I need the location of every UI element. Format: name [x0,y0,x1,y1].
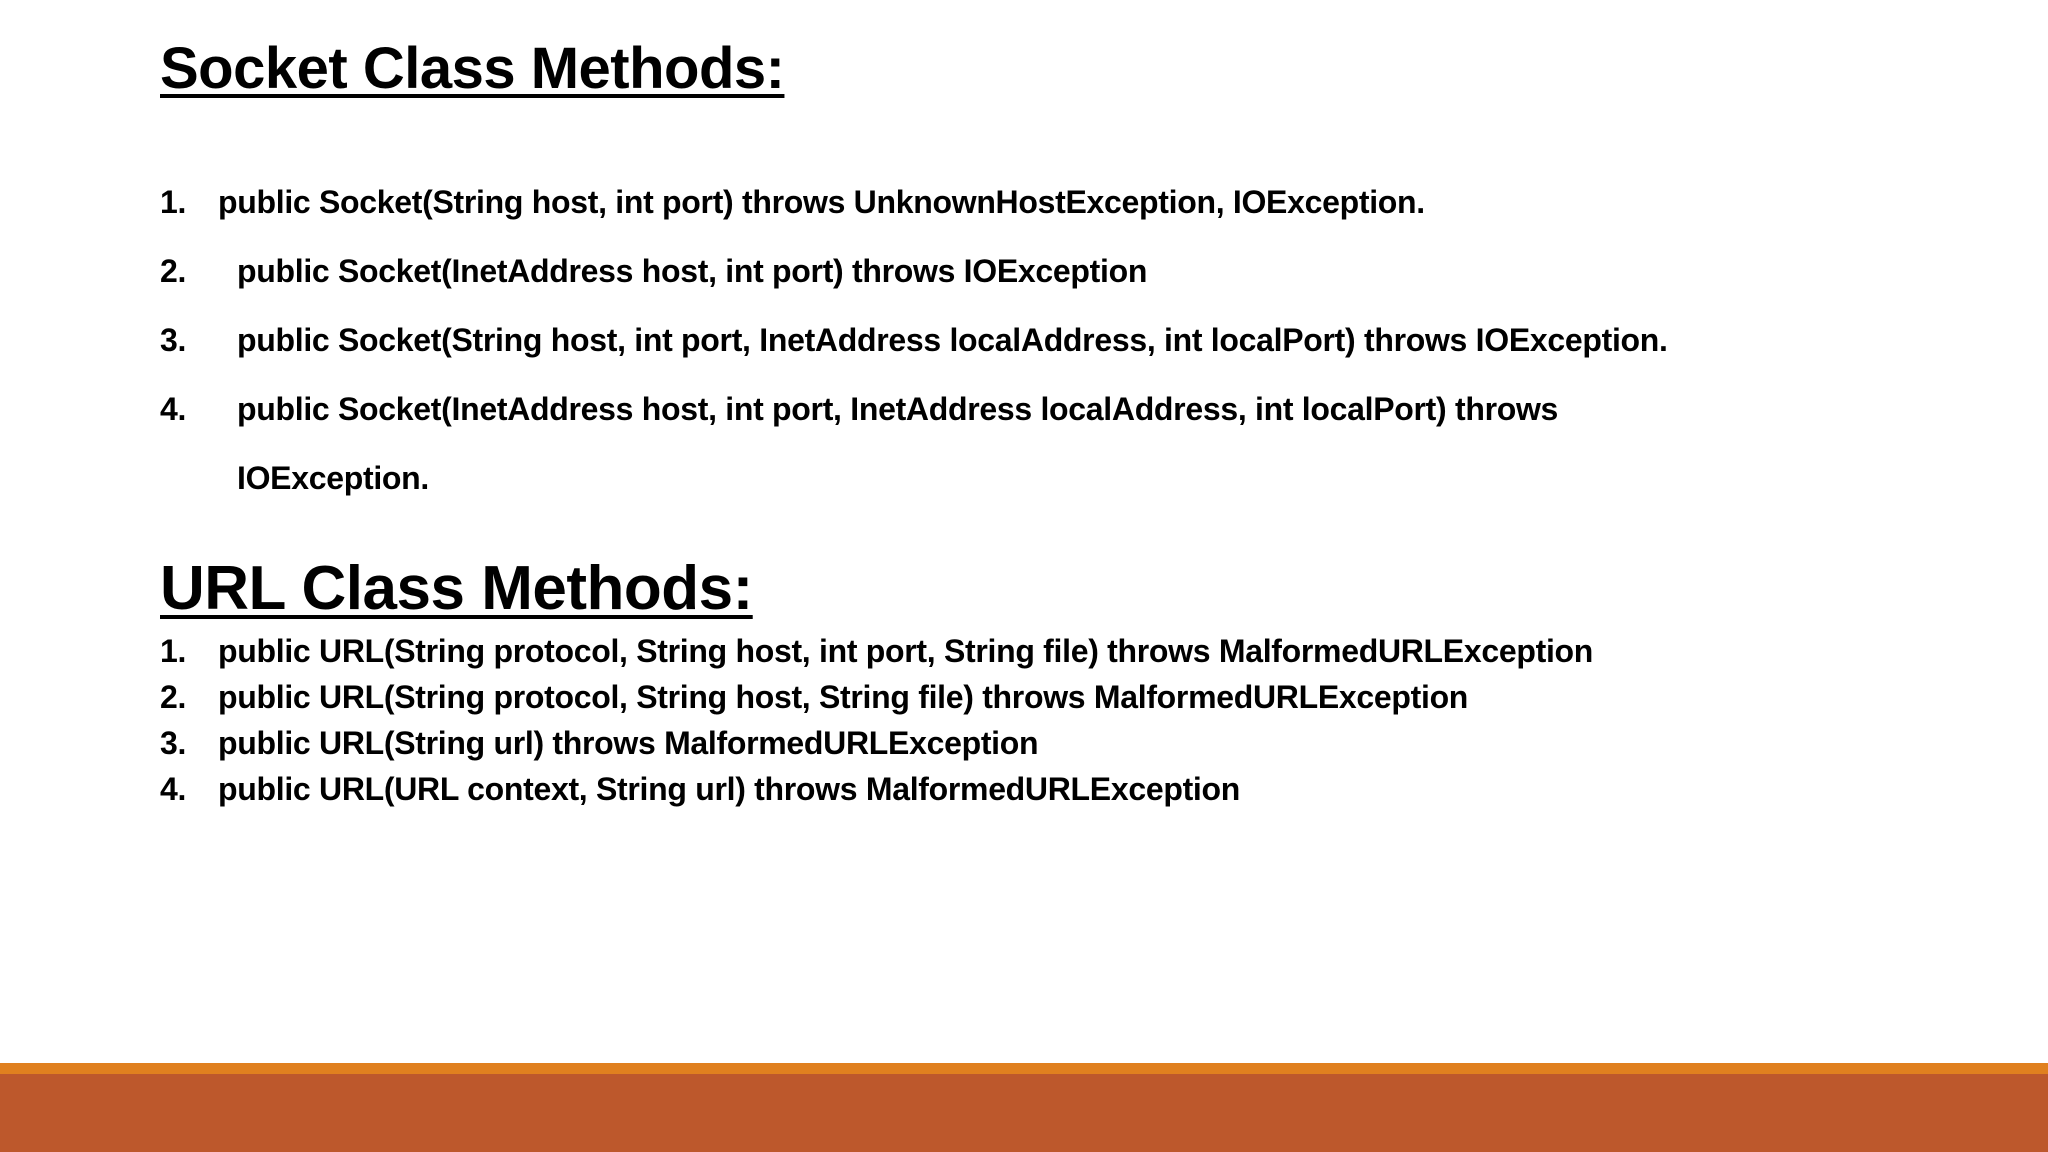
list-item [160,375,1920,513]
socket-section-heading: Socket Class Methods: [160,36,785,101]
socket-methods-list [160,168,1920,513]
list-item [160,674,1920,720]
url-section-heading: URL Class Methods: [160,554,753,623]
list-item-text: public URL(String url) throws MalformedURLException [218,725,1039,761]
list-item-text: public Socket(String host, int port, InetAddress localAddress, int localPort) throws IOException. [237,322,1668,358]
list-item-number: 2. [160,679,187,715]
list-item-text: public URL(String protocol, String host, String file) throws MalformedURLException [218,679,1469,715]
list-item-text: public URL(String protocol, String host, int port, String file) throws MalformedURLException [218,633,1594,669]
list-item [160,628,1920,674]
list-item-number: 1. [160,633,187,669]
list-item-number: 4. [160,391,187,427]
list-item [160,168,1920,237]
list-item [160,237,1920,306]
list-item-text: public URL(URL context, String url) throws MalformedURLException [218,771,1241,807]
list-item-number: 2. [160,253,187,289]
footer-bar [0,1074,2048,1152]
url-methods-list [160,628,1920,812]
list-item [160,306,1920,375]
list-item-text: public Socket(String host, int port) throws UnknownHostException, IOException. [218,184,1425,220]
list-item [160,720,1920,766]
footer-accent-line [0,1063,2048,1074]
list-item-number: 4. [160,771,187,807]
list-item [160,766,1920,812]
list-item-number: 3. [160,322,187,358]
list-item-text: public Socket(InetAddress host, int port, InetAddress localAddress, int localPort) throws IOException. [237,391,1559,496]
list-item-text: public Socket(InetAddress host, int port) throws IOException [237,253,1148,289]
list-item-number: 1. [160,184,187,220]
list-item-number: 3. [160,725,187,761]
